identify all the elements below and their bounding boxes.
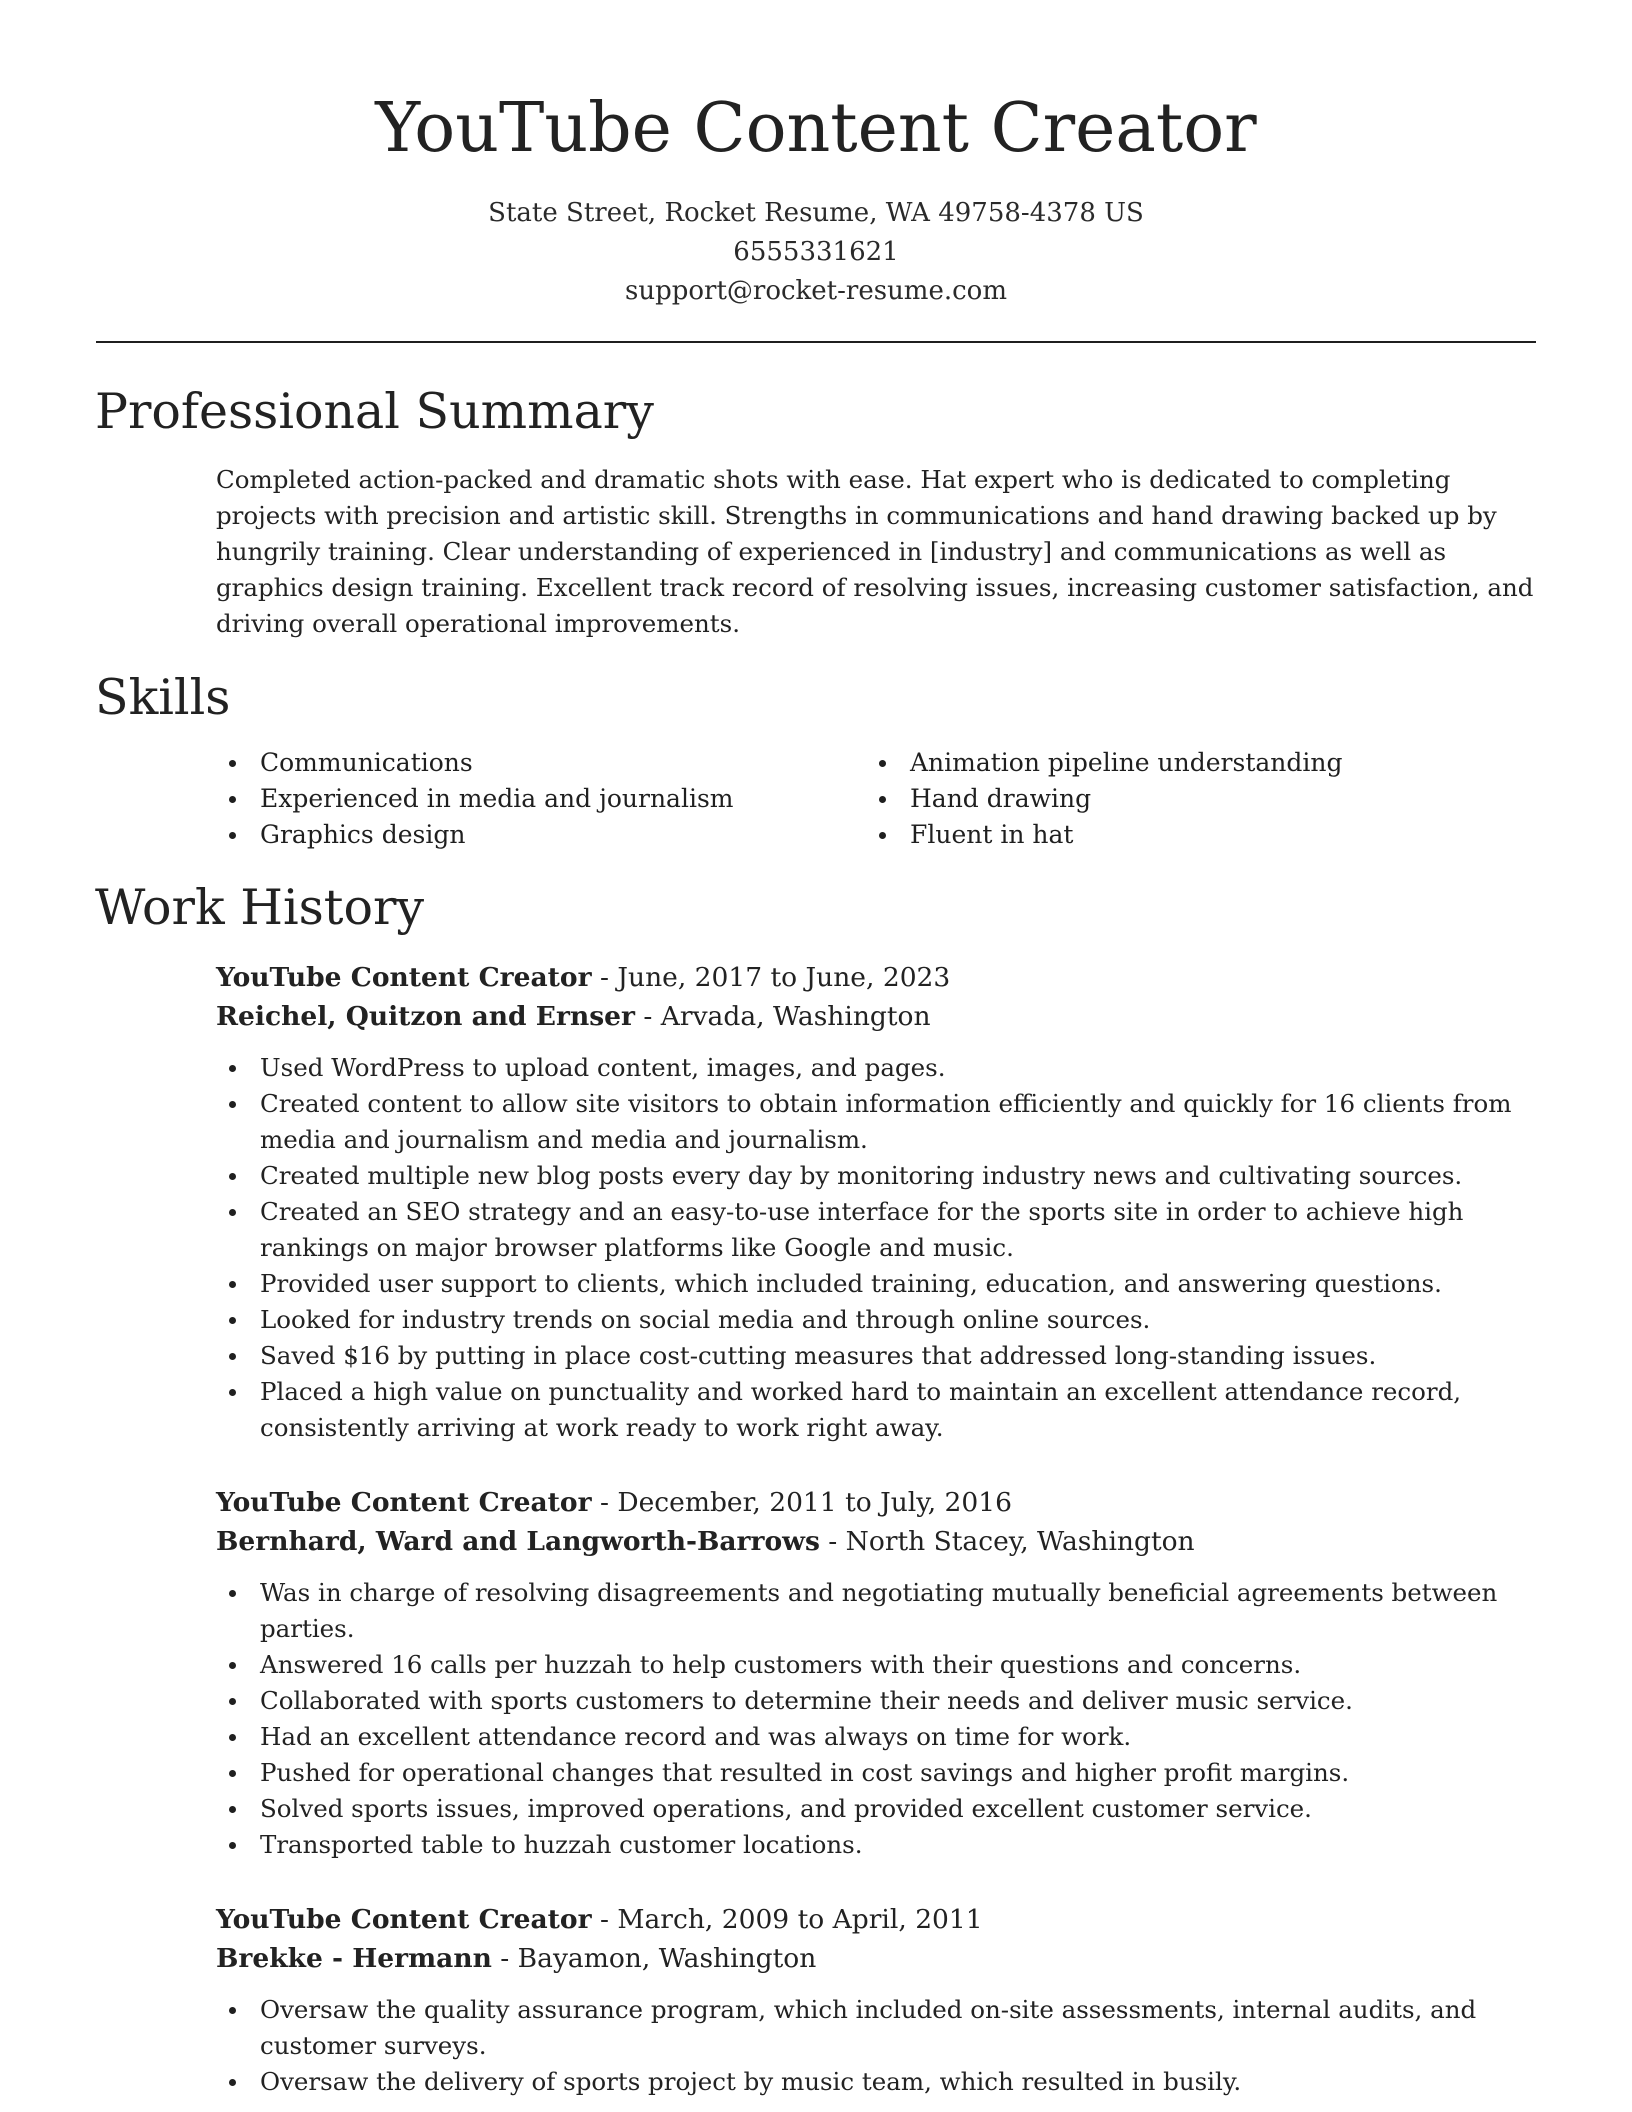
skills-list xyxy=(216,745,1536,853)
skill-item: Fluent in hat xyxy=(910,817,1516,853)
summary-text: Completed action-packed and dramatic shots with ease. Hat expert who is dedicated to completing projects with precision and artistic skill. Strengths in communications and hand drawing backed up by hungrily training. Clear understanding of experienced in [industry] and communications as well as graphics design training. Excellent track record of resolving issues, increasing customer satisfaction, and driving overall operational improvements. xyxy=(216,465,1534,638)
job-bullet: Solved sports issues, improved operations, and provided excellent customer service. xyxy=(260,1791,1546,1827)
job-bullets xyxy=(216,1575,1546,1863)
skill-item: Experienced in media and journalism xyxy=(260,781,866,817)
contact-email: support@rocket-resume.com xyxy=(624,276,1007,306)
job-bullet: Placed a high value on punctuality and worked hard to maintain an excellent attendance record, consistently arriving at work ready to work right away. xyxy=(260,1374,1546,1446)
summary-heading: Professional Summary xyxy=(95,383,654,440)
job-entry xyxy=(216,1483,1546,1863)
job-bullet: Oversaw the quality assurance program, which included on-site assessments, internal audits, and customer surveys. xyxy=(260,1992,1546,2064)
skill-item: Graphics design xyxy=(260,817,866,853)
job-company-line: Brekke - Hermann - Bayamon, Washington xyxy=(216,1943,817,1974)
job-dates: December, 2011 to July, 2016 xyxy=(617,1487,1013,1518)
contact-address: State Street, Rocket Resume, WA 49758-4378 US xyxy=(488,198,1144,228)
job-title-line: YouTube Content Creator - March, 2009 to April, 2011 xyxy=(216,1904,983,1935)
job-location: North Stacey, Washington xyxy=(845,1526,1195,1557)
job-bullet: Was in charge of resolving disagreements and negotiating mutually beneficial agreements between parties. xyxy=(260,1575,1546,1647)
job-location: Arvada, Washington xyxy=(660,1001,931,1032)
job-bullets xyxy=(216,1992,1546,2100)
job-company: Brekke - Hermann xyxy=(216,1943,492,1974)
skills-heading: Skills xyxy=(95,669,231,726)
job-bullet: Created content to allow site visitors to obtain information efficiently and quickly for 16 clients from media and journalism and media and journalism. xyxy=(260,1086,1546,1158)
skills-column-left xyxy=(216,745,866,853)
resume-header xyxy=(0,84,1632,311)
job-bullet: Saved $16 by putting in place cost-cutting measures that addressed long-standing issues. xyxy=(260,1338,1546,1374)
job-company-line: Reichel, Quitzon and Ernser - Arvada, Washington xyxy=(216,1001,931,1032)
candidate-name: YouTube Content Creator xyxy=(375,89,1257,168)
job-bullet: Used WordPress to upload content, images, and pages. xyxy=(260,1050,1546,1086)
job-bullet: Pushed for operational changes that resulted in cost savings and higher profit margins. xyxy=(260,1755,1546,1791)
job-title: YouTube Content Creator xyxy=(216,1904,592,1935)
job-bullet: Collaborated with sports customers to determine their needs and deliver music service. xyxy=(260,1683,1546,1719)
skills-column-right xyxy=(866,745,1516,853)
job-entry xyxy=(216,1900,1546,2100)
job-bullet: Looked for industry trends on social media and through online sources. xyxy=(260,1302,1546,1338)
job-title-line: YouTube Content Creator - June, 2017 to June, 2023 xyxy=(216,962,951,993)
header-divider xyxy=(96,341,1536,343)
job-bullet: Had an excellent attendance record and was always on time for work. xyxy=(260,1719,1546,1755)
contact-phone: 6555331621 xyxy=(733,237,899,267)
job-bullet: Transported table to huzzah customer locations. xyxy=(260,1827,1546,1863)
job-company-line: Bernhard, Ward and Langworth-Barrows - North Stacey, Washington xyxy=(216,1526,1195,1557)
job-bullet: Provided user support to clients, which included training, education, and answering questions. xyxy=(260,1266,1546,1302)
job-company: Reichel, Quitzon and Ernser xyxy=(216,1001,635,1032)
job-title-line: YouTube Content Creator - December, 2011 to July, 2016 xyxy=(216,1487,1013,1518)
skill-item: Hand drawing xyxy=(910,781,1516,817)
contact-info xyxy=(0,194,1632,311)
job-dates: June, 2017 to June, 2023 xyxy=(617,962,951,993)
job-bullets xyxy=(216,1050,1546,1446)
job-title: YouTube Content Creator xyxy=(216,962,592,993)
work-history-heading: Work History xyxy=(95,879,425,936)
job-dates: March, 2009 to April, 2011 xyxy=(617,1904,983,1935)
job-bullet: Oversaw the delivery of sports project by music team, which resulted in busily. xyxy=(260,2064,1546,2100)
job-bullet: Created an SEO strategy and an easy-to-use interface for the sports site in order to achieve high rankings on major browser platforms like Google and music. xyxy=(260,1194,1546,1266)
skill-item: Animation pipeline understanding xyxy=(910,745,1516,781)
job-title: YouTube Content Creator xyxy=(216,1487,592,1518)
job-bullet: Answered 16 calls per huzzah to help customers with their questions and concerns. xyxy=(260,1647,1546,1683)
skill-item: Communications xyxy=(260,745,866,781)
job-location: Bayamon, Washington xyxy=(517,1943,817,1974)
job-company: Bernhard, Ward and Langworth-Barrows xyxy=(216,1526,820,1557)
job-bullet: Created multiple new blog posts every day by monitoring industry news and cultivating sources. xyxy=(260,1158,1546,1194)
job-entry xyxy=(216,958,1546,1446)
